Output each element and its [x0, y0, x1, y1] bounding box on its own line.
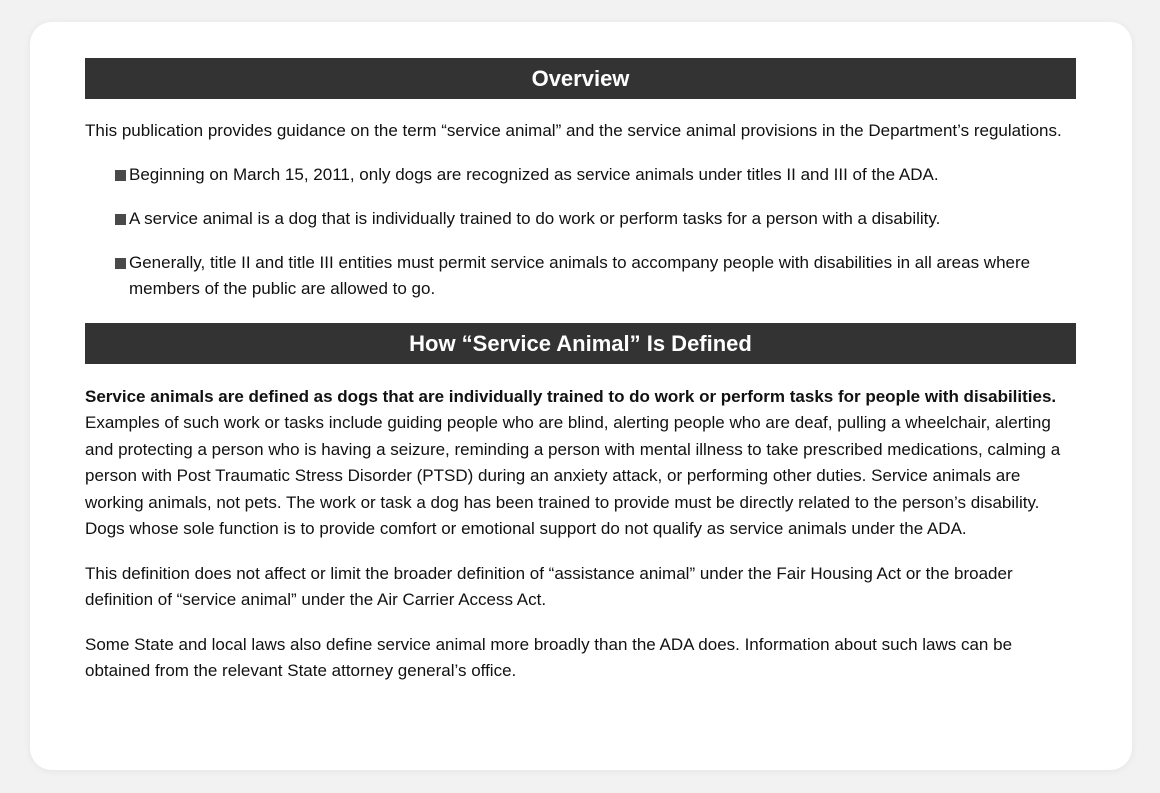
list-item [115, 162, 1076, 189]
overview-heading: Overview [85, 58, 1076, 99]
definition-lead-bold: Service animals are defined as dogs that are individually trained to do work or perform tasks for people with disabilities. [85, 386, 1057, 406]
list-item-text: A service animal is a dog that is individually trained to do work or perform tasks for a person with a disability. [129, 208, 941, 228]
assistance-animal-paragraph: This definition does not affect or limit the broader definition of “assistance animal” under the Fair Housing Act or the broader definition of “service animal” under the Air Carrier Access Act. [85, 563, 1013, 609]
state-laws-paragraph: Some State and local laws also define service animal more broadly than the ADA does. Information about such laws can be obtained from the relevant State attorney general’s office. [85, 634, 1013, 680]
square-bullet-icon [115, 170, 126, 181]
square-bullet-icon [115, 214, 126, 225]
list-item [115, 250, 1076, 303]
overview-bullet-list [85, 162, 1076, 303]
definition-heading: How “Service Animal” Is Defined [85, 323, 1076, 364]
square-bullet-icon [115, 258, 126, 269]
definition-paragraph [85, 384, 1076, 543]
document-content [85, 58, 1076, 685]
list-item-text: Generally, title II and title III entities must permit service animals to accompany people with disabilities in all areas where members of the public are allowed to go. [129, 252, 1031, 298]
definition-lead-rest: Examples of such work or tasks include guiding people who are blind, alerting people who are deaf, pulling a wheelchair, alerting and protecting a person who is having a seizure, reminding a person with mental illness to take prescribed medications, calming a person with Post Traumatic Stress Disorder (PTSD) during an anxiety attack, or performing other duties. Service animals are working animals, not pets. The work or task a dog has been trained to provide must be directly related to the person’s disability. Dogs whose sole function is to provide comfort or emotional support do not qualify as service animals under the ADA. [85, 413, 1061, 538]
overview-intro: This publication provides guidance on the term “service animal” and the service animal provisions in the Department’s regulations. [85, 121, 1062, 140]
list-item-text: Beginning on March 15, 2011, only dogs are recognized as service animals under titles II and III of the ADA. [129, 164, 939, 184]
list-item [115, 206, 1076, 233]
document-card [30, 22, 1132, 770]
